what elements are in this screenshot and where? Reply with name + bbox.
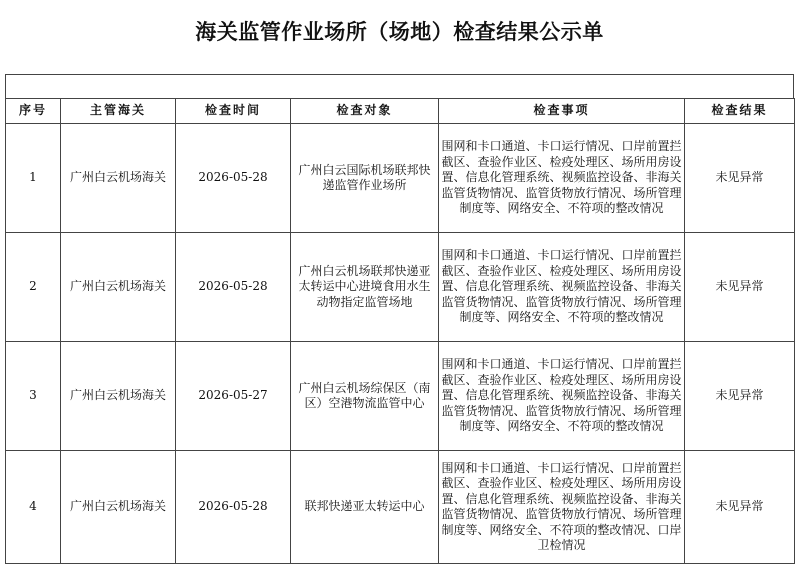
cell-result: 未见异常	[685, 233, 795, 342]
cell-no: 3	[6, 342, 61, 451]
page-title: 海关监管作业场所（场地）检查结果公示单	[195, 19, 604, 44]
cell-result: 未见异常	[685, 451, 795, 564]
cell-date: 2026-05-27	[176, 342, 291, 451]
title-divider	[5, 74, 794, 75]
cell-target: 联邦快递亚太转运中心	[291, 451, 439, 564]
header-date: 检查时间	[176, 99, 291, 124]
cell-date: 2026-05-28	[176, 451, 291, 564]
left-border	[5, 74, 6, 98]
table-row	[6, 451, 795, 564]
cell-customs: 广州白云机场海关	[61, 451, 176, 564]
cell-items: 围网和卡口通道、卡口运行情况、口岸前置拦截区、查验作业区、检疫处理区、场所用房设置、信息化管理系统、视频监控设备、非海关监管货物情况、监管货物放行情况、场所管理制度等、网络安全、不符项的整改情况	[439, 233, 685, 342]
cell-no: 1	[6, 124, 61, 233]
right-border	[793, 74, 794, 98]
cell-date: 2026-05-28	[176, 233, 291, 342]
cell-customs: 广州白云机场海关	[61, 233, 176, 342]
cell-result: 未见异常	[685, 342, 795, 451]
table-row	[6, 233, 795, 342]
header-result: 检查结果	[685, 99, 795, 124]
table-header-row	[6, 99, 795, 124]
header-items: 检查事项	[439, 99, 685, 124]
header-customs: 主管海关	[61, 99, 176, 124]
table-row	[6, 342, 795, 451]
cell-target: 广州白云机场联邦快递亚太转运中心进境食用水生动物指定监管场地	[291, 233, 439, 342]
cell-items: 围网和卡口通道、卡口运行情况、口岸前置拦截区、查验作业区、检疫处理区、场所用房设置、信息化管理系统、视频监控设备、非海关监管货物情况、监管货物放行情况、场所管理制度等、网络安全、不符项的整改情况	[439, 124, 685, 233]
cell-customs: 广州白云机场海关	[61, 124, 176, 233]
cell-no: 2	[6, 233, 61, 342]
cell-items: 围网和卡口通道、卡口运行情况、口岸前置拦截区、查验作业区、检疫处理区、场所用房设置、信息化管理系统、视频监控设备、非海关监管货物情况、监管货物放行情况、场所管理制度等、网络安全、不符项的整改情况	[439, 342, 685, 451]
header-no: 序号	[6, 99, 61, 124]
cell-target: 广州白云机场综保区（南区）空港物流监管中心	[291, 342, 439, 451]
cell-result: 未见异常	[685, 124, 795, 233]
cell-no: 4	[6, 451, 61, 564]
inspection-table	[5, 98, 795, 564]
cell-date: 2026-05-28	[176, 124, 291, 233]
cell-target: 广州白云国际机场联邦快递监管作业场所	[291, 124, 439, 233]
header-target: 检查对象	[291, 99, 439, 124]
table-row	[6, 124, 795, 233]
cell-customs: 广州白云机场海关	[61, 342, 176, 451]
cell-items: 围网和卡口通道、卡口运行情况、口岸前置拦截区、查验作业区、检疫处理区、场所用房设置、信息化管理系统、视频监控设备、非海关监管货物情况、监管货物放行情况、场所管理制度等、网络安全、不符项的整改情况、口岸卫检情况	[439, 451, 685, 564]
